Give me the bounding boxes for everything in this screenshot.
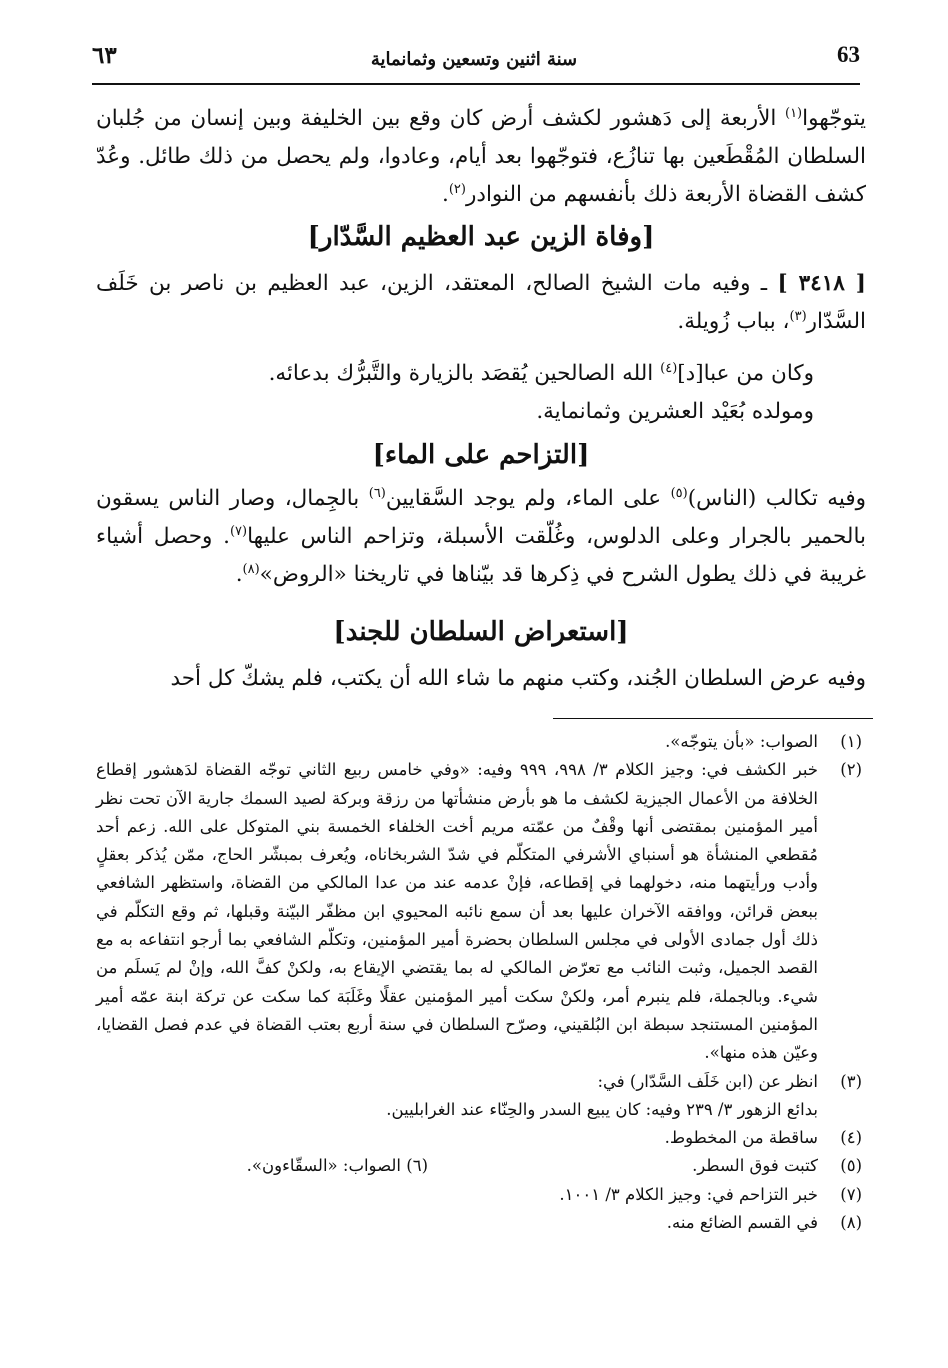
footnote-4 xyxy=(96,1124,868,1152)
footnote-ref-4[interactable]: (٤) xyxy=(660,360,678,376)
footnote-ref-1[interactable]: (١) xyxy=(784,105,803,121)
text-span: وفيه تكالب (الناس) xyxy=(687,486,866,511)
footnote-7 xyxy=(96,1181,868,1209)
text-span: . وحصل أشياء غريبة في ذلك يطول الشرح في ذِكرها قد بيّناها في تاريخنا «الروض» xyxy=(96,524,866,587)
running-title: سنة اثنين وتسعين وثمانماية xyxy=(370,49,578,70)
text-span: ـ وفيه مات الشيخ الصالح، المعتقد، الزين، عبد العظيم بن ناصر بن خَلَف السَّدّار xyxy=(96,271,866,334)
page-header xyxy=(80,38,868,80)
footnotes xyxy=(96,728,868,1237)
footnote-text: خبر الكشف في: وجيز الكلام ٣/ ٩٩٨، ٩٩٩ وفيه: «وفي خامس ربيع الثاني توجّه القضاة لدَهشور إقطاع الخلافة من الأعمال الجيزية لكشف ما هو بأرض منشأتها من رزقة وبركة لصيد السمك جارية الآن تحت نظر أمير المؤمنين بمقتضى أنها وقْفٌ من عمّته مريم أخت الخلفاء الخمسة بني المتوكل على الله. زعم أحد مُقطعي المنشأة هو أسنباي الأشرفي المتكلّم في شدّ الشربخاناه، ويُعرف بمبشّر الحاج، ممّن يُذكر بعقلٍ وأدب ورأيتهما منه، دخولهما في إقطاعه، فإنْ عدمه عند من عدا المالكي من القضاة، واستظهر الشافعي ببعض قرائن، ووافقه الآخران عليها بعد أن سمع نائبه المحيوي ابن مظفّر البيّنة وقبلها، ثم وقع التكلّم في ذلك أول جمادى الأولى في مجلس السلطان بحضرة أمير المؤمنين، وتكلّم الشافعي بما أرجو انتفاعه به مع القصد الجميل، وثبت النائب مع تعرّض المالكي له بما يقتضي الإيقاع به، ولكنْ كفَّ الله، وإنْ لم يَسلَم من شيء. وبالجملة، فلم ينبرم أمر، ولكنْ سكت أمير المؤمنين عقلًا وغَلَبَة كما سكت عن تركة ابنة عمّه أمير المؤمنين المستنجد سبطة ابن البُلقيني، وصرّح السلطان في سنة أربع بعتب القضاة في عدم فصل القضايا، وعيّن هذه منها». xyxy=(96,760,819,1063)
paragraph-water xyxy=(96,480,866,594)
page-number-arabic: ٦٣ xyxy=(92,42,117,69)
footnote-number: (٨) xyxy=(840,1213,862,1233)
paragraph-entry-3418 xyxy=(96,265,866,341)
footnote-ref-6[interactable]: (٦) xyxy=(368,485,386,501)
footnote-separator xyxy=(553,718,873,719)
footnote-number: (١) xyxy=(840,732,862,751)
paragraph-dahshur xyxy=(96,100,866,214)
paragraph-pious xyxy=(96,355,866,431)
footnote-number: (٢) xyxy=(840,760,862,780)
text-span: يتوجّهوا xyxy=(802,106,866,131)
footnote-text: الصواب: «بأن يتوجّه». xyxy=(665,732,818,751)
footnote-ref-5[interactable]: (٥) xyxy=(670,485,688,501)
footnote-6-inline: (٦) الصواب: «السقّاءون». xyxy=(246,1156,428,1176)
footnote-number: (٧) xyxy=(840,1184,862,1204)
text-span: الأربعة إلى دَهشور لكشف أرض كان وقع بين الخليفة وبين إنسان من جُلبان السلطان المُقْطَعين بها تنازُع، فتوجّهوا بعد أيام، وعادوا، ولم يحصل من ذلك طائل. وعُدّ كشف القضاة الأربعة ذلك بأنفسهم من النوادر xyxy=(96,106,866,207)
section-heading-water: [التزاحم على الماء] xyxy=(372,440,590,470)
text-span: بالجِمال، وصار الناس يسقون بالحمير بالجرار وعلى الدلوس، وغُلّقت الأسبلة، وتزاحم الناس عليها xyxy=(96,486,866,549)
section-heading-army: [استعراض السلطان للجند] xyxy=(333,617,629,647)
footnote-text: خبر التزاحم في: وجيز الكلام ٣/ ١٠٠١. xyxy=(559,1184,818,1204)
text-span: . xyxy=(235,562,243,587)
footnote-text: في القسم الضائع منه. xyxy=(666,1213,818,1233)
text-span: على الماء، ولم يوجد السَّقايين xyxy=(385,486,671,511)
footnote-text: كتبت فوق السطر. xyxy=(692,1156,818,1176)
footnote-text: ساقطة من المخطوط. xyxy=(664,1128,818,1148)
text-span: ، بباب زُويلة. xyxy=(677,309,790,334)
page-number-latin: 63 xyxy=(837,42,860,67)
paragraph-army: وفيه عرض السلطان الجُند، وكتب منهم ما شاء الله أن يكتب، فلم يشكّ كل أحد xyxy=(170,666,866,691)
footnote-number: (٣) xyxy=(840,1071,862,1091)
header-rule xyxy=(92,83,860,85)
footnote-ref-8[interactable]: (٨) xyxy=(242,561,260,577)
footnote-number: (٤) xyxy=(840,1128,862,1148)
footnote-text: بدائع الزهور ٣/ ٢٣٩ وفيه: كان يبيع السدر والحِنّاء عند الغرابليين. xyxy=(386,1099,818,1119)
birth-line: ومولده بُعَيْد العشرين وثمانماية. xyxy=(536,399,814,424)
footnote-3-continued xyxy=(96,1096,868,1124)
section-heading-death: [وفاة الزين عبد العظيم السَّدّار] xyxy=(307,222,655,252)
text-span: وكان من عبا[د] xyxy=(677,361,814,386)
footnote-5 xyxy=(96,1152,868,1180)
text-span: الله الصالحين يُقصَد بالزيارة والتَّبرُّك بدعائه. xyxy=(268,361,661,386)
footnote-3 xyxy=(96,1068,868,1096)
footnote-number: (٥) xyxy=(840,1156,862,1176)
text-span: . xyxy=(442,182,449,207)
footnote-8 xyxy=(96,1209,868,1237)
footnote-ref-3[interactable]: (٣) xyxy=(789,308,807,324)
footnote-2 xyxy=(96,756,868,1067)
footnote-ref-2[interactable]: (٢) xyxy=(448,181,466,197)
entry-number: [ ٣٤١٨ ] xyxy=(777,271,866,296)
footnote-ref-7[interactable]: (٧) xyxy=(229,523,248,539)
footnote-text: انظر عن (ابن خَلَف السَّدّار) في: xyxy=(597,1071,818,1091)
footnote-1 xyxy=(96,728,868,756)
